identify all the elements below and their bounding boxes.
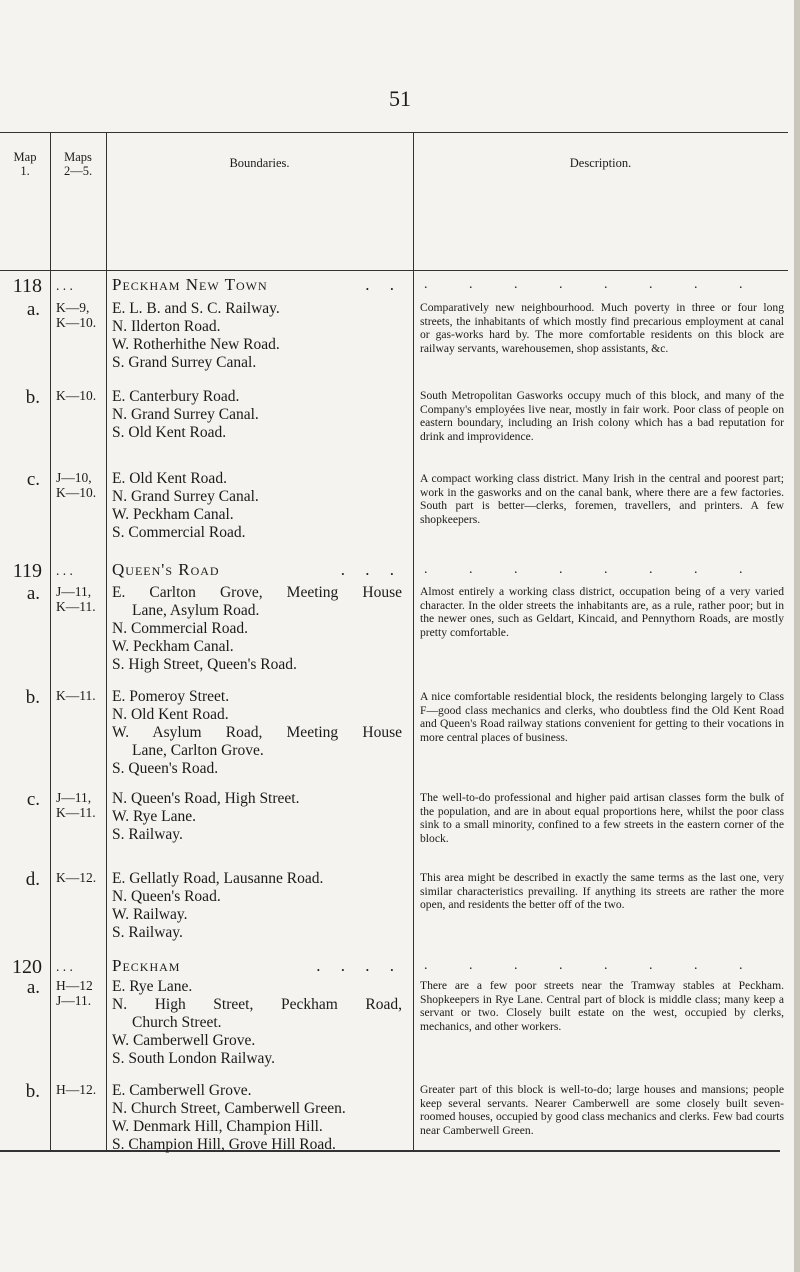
block-boundaries: E. Old Kent Road. N. Grand Surrey Canal. W. Peckham Canal. S. Commercial Road. bbox=[112, 470, 259, 541]
district-name: Peckham . . . . bbox=[112, 956, 402, 975]
block-letter: b. bbox=[25, 1081, 40, 1102]
block-description: A compact working class district. Many Irish in the central and poorest part; work in the gasworks and on the canal bank, where there are a few factories. South part is better—clerks, foremen, travellers, and printers. A few shopkeepers. bbox=[420, 472, 784, 526]
block-boundaries: E. Pomeroy Street. N. Old Kent Road. W. Asylum Road, Meeting House Lane, Carlton Grove. S. Queen's Road. bbox=[112, 688, 402, 777]
block-maps: H—12. bbox=[56, 1082, 97, 1097]
page-edge-shadow bbox=[794, 0, 800, 1272]
block-description: A nice comfortable residential block, the residents belonging largely to Class F—good class mechanics and clerks, who doubtless find the Old Kent Road and Queen's Road railway stations convenient for getting to their vocations in more central places of business. bbox=[420, 690, 784, 744]
block-maps: K—10. bbox=[56, 388, 97, 403]
block-description: This area might be described in exactly the same terms as the last one, very similar characteristics prevailing. If anything its streets are rather the more open, and residents the better off of the two. bbox=[420, 871, 784, 912]
block-letter: c. bbox=[26, 789, 40, 810]
block-maps: H—12 J—11. bbox=[56, 978, 93, 1008]
block-boundaries: E. Gellatly Road, Lausanne Road. N. Queen's Road. W. Railway. S. Railway. bbox=[112, 870, 324, 941]
block-letter: b. bbox=[25, 387, 40, 408]
header-map: Map 1. bbox=[13, 150, 37, 178]
block-letter: a. bbox=[26, 583, 40, 604]
block-boundaries: E. Canterbury Road. N. Grand Surrey Canal. S. Old Kent Road. bbox=[112, 388, 259, 441]
header-rule bbox=[0, 270, 788, 271]
block-maps: J—10, K—10. bbox=[56, 470, 97, 500]
description-dots: . . . . . . . . bbox=[424, 562, 762, 577]
block-boundaries: E. Rye Lane. N. High Street, Peckham Road, Church Street. W. Camberwell Grove. S. South London Railway. bbox=[112, 978, 402, 1067]
district-number: 118 bbox=[12, 275, 42, 297]
block-maps: K—11. bbox=[56, 688, 96, 703]
block-maps: J—11, K—11. bbox=[56, 584, 96, 614]
block-letter: b. bbox=[25, 687, 40, 708]
district-name: Queen's Road . . . bbox=[112, 560, 402, 579]
block-boundaries: E. L. B. and S. C. Railway. N. Ilderton Road. W. Rotherhithe New Road. S. Grand Surrey Canal. bbox=[112, 300, 280, 371]
block-description: Comparatively new neighbourhood. Much poverty in three or four long streets, the inhabitants of which mostly find precarious employment at canal or gas-works hard by. The more comfortable residents on this block are railway servants, warehousemen, shop assistants, &c. bbox=[420, 301, 784, 355]
block-description: There are a few poor streets near the Tramway stables at Peckham. Shopkeepers in Rye Lane. Central part of block is middle class; many keep a servant or two. Closely built estate on the west, occupied by clerks, mechanics, and other workers. bbox=[420, 979, 784, 1033]
block-description: Almost entirely a working class district, occupation being of a very varied character. In the older streets the inhabitants are, as a rule, rather poor; but in the newer ones, such as Geldart, Kincaid, and Pennythorn Roads, are mostly pretty comfortable. bbox=[420, 585, 784, 639]
block-boundaries: N. Queen's Road, High Street. W. Rye Lane. S. Railway. bbox=[112, 790, 300, 843]
district-number: 120 bbox=[12, 956, 42, 978]
block-description: South Metropolitan Gasworks occupy much of this block, and many of the Company's employées live near, mostly in fair work. Poor class of people on eastern boundary, including an Irish colony which has a bad reputation for drink and improvidence. bbox=[420, 389, 784, 443]
block-boundaries: E. Camberwell Grove. N. Church Street, Camberwell Green. W. Denmark Hill, Champion Hill. S. Champion Hill, Grove Hill Road. bbox=[112, 1082, 346, 1153]
district-row bbox=[0, 275, 800, 299]
block-maps: K—9, K—10. bbox=[56, 300, 97, 330]
block-description: Greater part of this block is well-to-do; large houses and mansions; people keep several servants. Nearer Camberwell are some closely built seven-roomed houses, occupied by good class mechanics and clerks. Few bad courts near Camberwell Green. bbox=[420, 1083, 784, 1137]
district-row bbox=[0, 956, 800, 980]
block-maps: J—11, K—11. bbox=[56, 790, 96, 820]
block-letter: d. bbox=[25, 869, 40, 890]
description-dots: . . . . . . . . bbox=[424, 958, 762, 973]
block-maps: K—12. bbox=[56, 870, 97, 885]
district-maps: . . . bbox=[56, 278, 73, 293]
page-number: 51 bbox=[389, 86, 411, 111]
district-maps: . . . bbox=[56, 563, 73, 578]
description-dots: . . . . . . . . bbox=[424, 277, 762, 292]
district-number: 119 bbox=[12, 560, 42, 582]
block-description: The well-to-do professional and higher paid artisan classes form the bulk of the population, and are in about equal proportions here, whilst the poor class sink to a small minority, confined to a few streets in the eastern corner of the block. bbox=[420, 791, 784, 845]
block-boundaries: E. Carlton Grove, Meeting House Lane, Asylum Road. N. Commercial Road. W. Peckham Canal. S. High Street, Queen's Road. bbox=[112, 584, 402, 673]
block-letter: c. bbox=[26, 469, 40, 490]
header-description: Description. bbox=[569, 156, 632, 170]
district-name: Peckham New Town . . bbox=[112, 275, 402, 294]
district-maps: . . . bbox=[56, 959, 73, 974]
district-row bbox=[0, 560, 800, 584]
block-letter: a. bbox=[26, 299, 40, 320]
header-maps: Maps 2—5. bbox=[63, 150, 93, 178]
block-letter: a. bbox=[26, 977, 40, 998]
header-boundaries: Boundaries. bbox=[229, 156, 290, 170]
table-top-rule bbox=[0, 132, 788, 133]
